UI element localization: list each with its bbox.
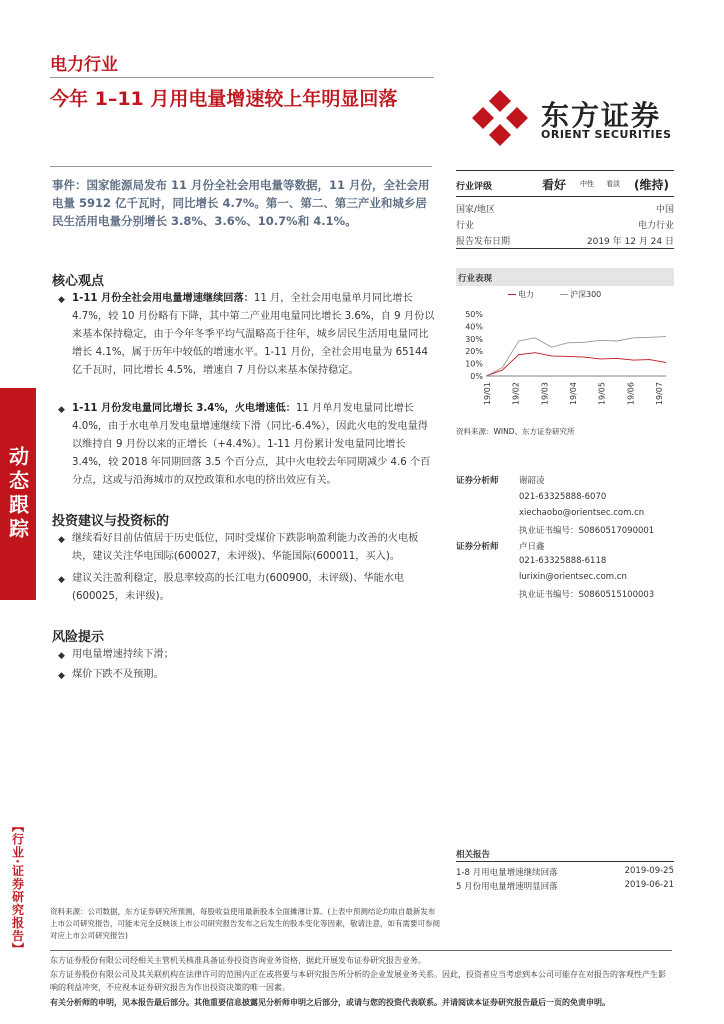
rating-row	[456, 174, 674, 196]
source-note: 资料来源：公司数据，东方证券研究所预测，每股收益使用最新股本全面摊薄计算。(上表中预测结论均取自最新发布上市公司研究报告，可能未完全反映该上市公司研究报告发布之后发生的股本变化等因素，敬请注意，如有需要可参阅对应上市公司研究报告)	[50, 907, 440, 940]
core-item-2-bold: 1-11 月份发电量同比增长 3.4%，火电增速低：	[72, 403, 296, 414]
info-row-region	[456, 202, 674, 215]
core-item-1-bold: 1-11 月份全社会用电量增速继续回落：	[72, 293, 254, 304]
footer-rule	[50, 950, 672, 951]
footer-line-2: 东方证券股份有限公司及其关联机构在法律许可的范围内正在或将要与本研究报告所分析的企业发展业务关系。因此，投资者应当考虑到本公司可能存在对报告的客观性产生影响的利益冲突，不应视本证券研究报告为作出投资决策的唯一因素。	[50, 970, 666, 992]
bullet-icon: ◆	[58, 535, 65, 545]
x-tick-label: 19/04	[569, 382, 578, 406]
invest-item-2	[58, 570, 436, 606]
analyst-2-phone: 021-63325888-6118	[519, 556, 607, 566]
analyst-2-cert: 执业证书编号：S0860515100003	[519, 590, 655, 600]
rating-bottom-rule	[456, 196, 674, 197]
invest-heading: 投资建议与投资标的	[52, 514, 170, 529]
bullet-icon: ◆	[58, 671, 65, 681]
x-tick-label: 19/06	[626, 382, 636, 406]
sidebar-bottom	[4, 820, 32, 980]
risk-item-2-text: 煤价下跌不及预期。	[72, 669, 164, 680]
performance-chart	[456, 300, 674, 412]
info-row-industry	[456, 218, 674, 231]
info-bottom-rule	[456, 248, 674, 249]
info-row-date	[456, 234, 674, 247]
related-item-2-date: 2019-06-21	[624, 880, 674, 890]
risk-heading: 风险提示	[52, 630, 105, 645]
perf-heading: 行业表现	[458, 274, 493, 284]
analyst-2-name: 卢日鑫	[519, 542, 545, 552]
related-item-1-date: 2019-09-25	[624, 866, 674, 876]
rating-keep: (维持)	[634, 178, 669, 192]
y-tick-label: 0%	[470, 372, 483, 381]
footer-line-3: 有关分析师的申明，见本报告最后部分。其他重要信息披露见分析师申明之后部分，或请与您的投资代表联系。并请阅读本证券研究报告最后一页的免责申明。	[50, 998, 610, 1007]
industry-category: 电力行业	[50, 55, 118, 75]
legend-swatch-a	[508, 294, 516, 295]
rating-label: 行业评级	[456, 182, 493, 192]
legend-label-b: 沪深300	[570, 290, 602, 299]
related-item-1-title[interactable]: 1-8 月用电量增速继续回落	[456, 868, 558, 878]
info-date-key: 报告发布日期	[456, 237, 511, 247]
risk-item-1	[58, 646, 436, 664]
invest-item-2-text: 建议关注盈利稳定，股息率较高的长江电力(600900，未评级)、华能水电(600025，未评级)。	[72, 573, 405, 602]
analyst-1-email[interactable]: xiechaobo@orientsec.com.cn	[519, 508, 645, 518]
y-tick-label: 40%	[465, 322, 483, 332]
invest-item-1-text: 继续看好目前估值居于历史低位，同时受煤价下跌影响盈利能力改善的火电板块，建议关注华电国际(600027，未评级)、华能国际(600011，买入)。	[72, 533, 419, 562]
summary-divider	[50, 166, 432, 167]
page-title: 今年 1–11 月用电量增速较上年明显回落	[50, 88, 398, 110]
sidebar-report-type	[0, 388, 36, 600]
related-item-2-title[interactable]: 5 月份用电量增速明显回落	[456, 882, 558, 892]
y-tick-label: 10%	[465, 359, 483, 369]
bullet-icon: ◆	[58, 575, 65, 585]
rating-negative: 看淡	[606, 180, 620, 188]
invest-item-1	[58, 530, 436, 566]
x-tick-label: 19/07	[655, 382, 664, 406]
perf-heading-bar	[456, 268, 674, 286]
related-item-1[interactable]	[456, 866, 674, 878]
bullet-icon: ◆	[58, 651, 65, 661]
footer-line-1: 东方证券股份有限公司经相关主管机关核准具备证券投资咨询业务资格，据此开展发布证券研究报告业务。	[50, 956, 426, 965]
rating-neutral: 中性	[580, 180, 594, 188]
info-industry-value: 电力行业	[637, 221, 674, 231]
series-line-1	[486, 353, 666, 376]
core-heading: 核心观点	[52, 274, 105, 289]
sidebar-bottom-label: 【行业·证券研究报告】	[10, 820, 25, 956]
related-heading: 相关报告	[456, 850, 491, 860]
event-summary: 事件：国家能源局发布 11 月份全社会用电量等数据，11 月份，全社会用电量 5912 亿千瓦时，同比增长 4.7%。第一、第二、第三产业和城乡居民生活用电量分别增长 3.8%、3.6%、10.7%和 4.1%。	[52, 178, 430, 228]
bullet-icon: ◆	[58, 405, 65, 415]
y-tick-label: 30%	[465, 334, 483, 344]
x-tick-label: 19/02	[511, 382, 521, 406]
y-tick-label: 20%	[465, 347, 483, 357]
info-region-key: 国家/地区	[456, 205, 496, 215]
risk-item-1-text: 用电量增速持续下滑；	[72, 649, 174, 660]
rating-value: 看好	[542, 178, 567, 192]
legend-swatch-b	[560, 294, 568, 295]
core-item-2-text: 11 月单月发电量同比增长 4.0%，由于水电单月发电量增速继续下滑（同比-6.4%），因此火电的发电量得以维持自 9 月份以来的正增长（+4.4%）。1-11 月份累计发电量同比增长 3.4%，较 2018 年同期回落 3.5 个百分点，其中火电较去年同期减少 4.6 个百分点，这或与沿海城市的双控政策和水电的挤出效应有关。	[72, 403, 431, 486]
analyst-2-label: 证券分析师	[456, 542, 499, 552]
rating-top-rule	[456, 170, 674, 171]
related-rule	[456, 861, 674, 862]
company-name-en: ORIENT SECURITIES	[541, 128, 672, 141]
company-name-cn: 东方证券	[541, 99, 662, 132]
analyst-2-email[interactable]: lurixin@orientsec.com.cn	[519, 572, 627, 582]
x-tick-label: 19/05	[597, 382, 607, 406]
title-divider	[50, 77, 434, 78]
info-date-value: 2019 年 12 月 24 日	[586, 237, 674, 247]
x-tick-label: 19/03	[540, 382, 550, 406]
core-item-2	[58, 400, 436, 490]
risk-item-2	[58, 666, 436, 684]
info-industry-key: 行业	[456, 221, 475, 231]
core-item-1	[58, 290, 436, 380]
analyst-1-phone: 021-63325888-6070	[519, 492, 607, 502]
analyst-1-label: 证券分析师	[456, 476, 499, 486]
company-logo-icon	[470, 88, 530, 148]
core-item-1-text: 11 月，全社会用电量单月同比增长 4.7%，较 10 月份略有下降，其中第二产业用电量同比增长 3.6%，自 9 月份以来基本保持稳定，由于今年冬季平均气温略高于往年，城乡居民生活用电量同比增长 4.1%，属于历年中较低的增速水平。1-11 月份，全社会用电量为 65144 亿千瓦时，同比增长 4.5%，增速自 7 月份以来基本保持稳定。	[72, 293, 435, 376]
y-tick-label: 50%	[465, 310, 483, 319]
legend-label-a: 电力	[518, 290, 534, 299]
chart-source: 资料来源：WIND、东方证券研究所	[456, 427, 575, 436]
related-item-2[interactable]	[456, 880, 674, 892]
x-tick-label: 19/01	[483, 382, 492, 406]
info-region-value: 中国	[655, 205, 674, 215]
analyst-1-cert: 执业证书编号：S0860517090001	[519, 526, 655, 536]
sidebar-label: 动态跟踪	[5, 446, 30, 542]
analyst-1-name: 谢韶凌	[519, 476, 545, 486]
bullet-icon: ◆	[58, 295, 65, 305]
